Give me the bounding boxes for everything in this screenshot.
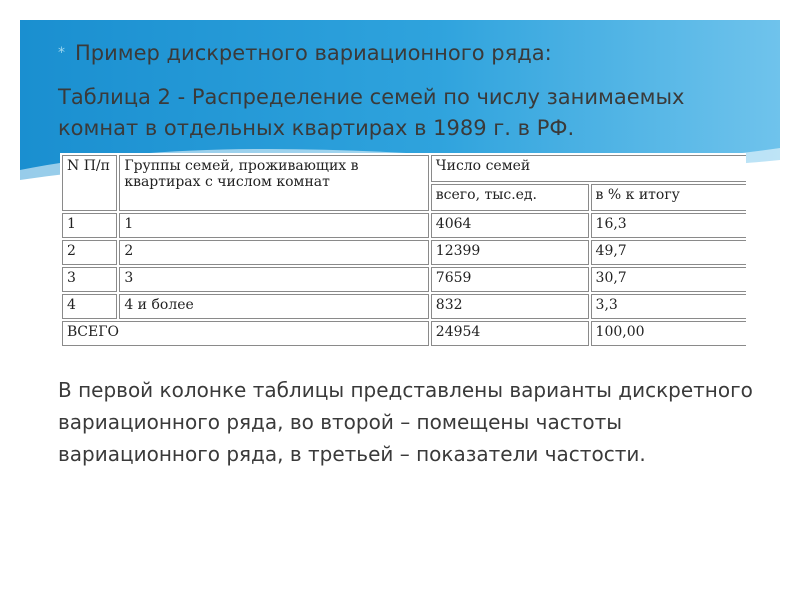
cell-percent: 3,3 [591, 294, 746, 319]
table-container [60, 153, 746, 368]
cell-group: 2 [119, 240, 428, 265]
cell-sum-total: 24954 [431, 321, 589, 346]
table-row [62, 213, 746, 238]
cell-percent: 16,3 [591, 213, 746, 238]
header-percent: в % к итогу [591, 184, 746, 211]
header-group: Группы семей, проживающих в квартирах с числом комнат [119, 155, 428, 211]
data-table [60, 153, 746, 348]
slide-title [58, 41, 552, 65]
cell-total: 7659 [431, 267, 589, 292]
bullet-icon: * [58, 45, 65, 61]
cell-group: 3 [119, 267, 428, 292]
slide-title-text: Пример дискретного вариационного ряда: [75, 41, 552, 65]
cell-percent: 49,7 [591, 240, 746, 265]
cell-total: 12399 [431, 240, 589, 265]
cell-group: 1 [119, 213, 428, 238]
cell-num: 4 [62, 294, 117, 319]
cell-percent: 30,7 [591, 267, 746, 292]
cell-num: 2 [62, 240, 117, 265]
cell-sum-percent: 100,00 [591, 321, 746, 346]
header-num: N П/п [62, 155, 117, 211]
cell-num: 3 [62, 267, 117, 292]
cell-total: 4064 [431, 213, 589, 238]
table-caption: Таблица 2 - Распределение семей по числу занимаемых комнат в отдельных квартирах в 1989 г. в РФ. [58, 85, 685, 140]
header-total: всего, тыс.ед. [431, 184, 589, 211]
table-row [62, 240, 746, 265]
explanation-text: В первой колонке таблицы представлены варианты дискретного вариационного ряда, во второй – помещены частоты вариационного ряда, в третьей – показатели частости. [58, 378, 753, 466]
cell-num: 1 [62, 213, 117, 238]
table-header-row [62, 155, 746, 182]
cell-total: 832 [431, 294, 589, 319]
table-total-row [62, 321, 746, 346]
header-count: Число семей [431, 155, 746, 182]
cell-sum-label: ВСЕГО [62, 321, 429, 346]
cell-group: 4 и более [119, 294, 428, 319]
table-row [62, 294, 746, 319]
table-row [62, 267, 746, 292]
